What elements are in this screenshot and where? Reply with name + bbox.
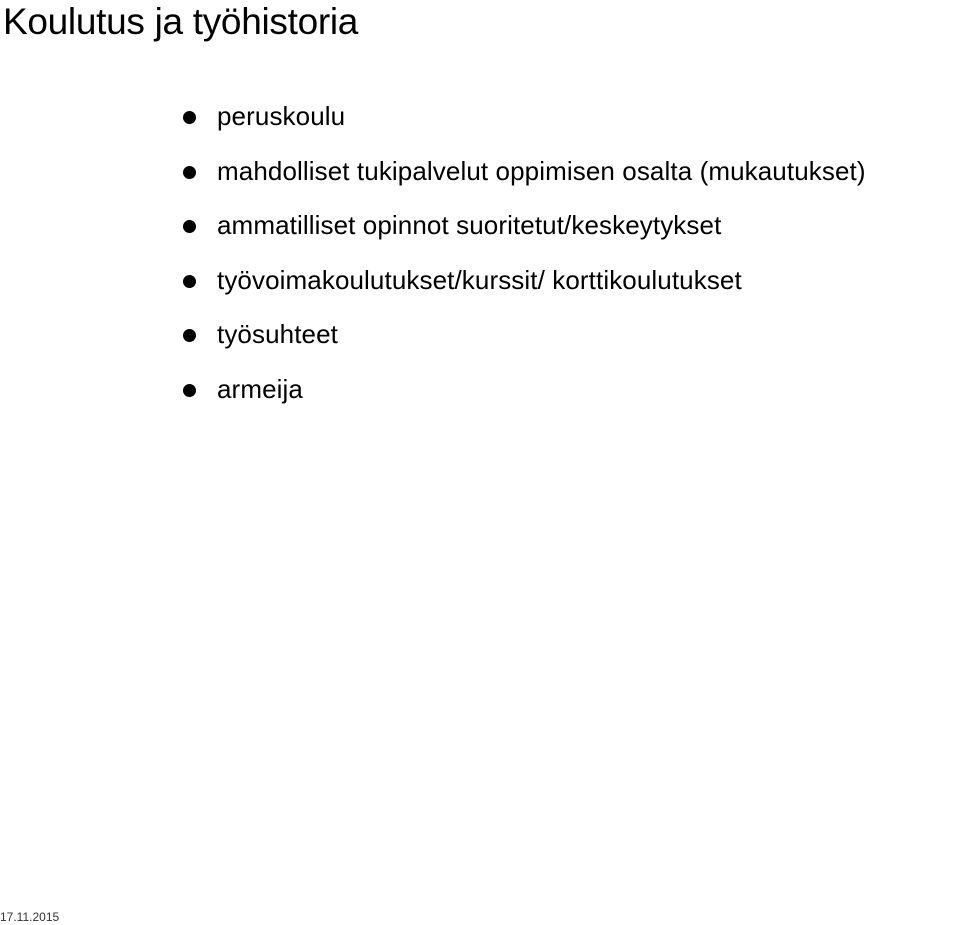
bullet-dot-icon <box>183 111 196 124</box>
list-item <box>183 207 866 262</box>
list-item <box>183 98 866 153</box>
bullet-dot-icon <box>183 329 196 342</box>
footer-date: 17.11.2015 <box>0 910 60 924</box>
list-item <box>183 262 866 317</box>
list-item-text: työsuhteet <box>217 319 338 349</box>
list-item-text: ammatilliset opinnot suoritetut/keskeytykset <box>217 210 722 240</box>
slide-title: Koulutus ja työhistoria <box>3 1 359 42</box>
list-item-text: työvoimakoulutukset/kurssit/ korttikoulutukset <box>217 264 742 295</box>
list-item-text: armeija <box>217 373 303 404</box>
bullet-list <box>183 98 866 425</box>
bullet-dot-icon <box>183 166 196 179</box>
list-item <box>183 316 866 371</box>
list-item-text: mahdolliset tukipalvelut oppimisen osalta (mukautukset) <box>217 155 866 186</box>
bullet-dot-icon <box>183 384 196 397</box>
list-item-text: peruskoulu <box>217 101 346 131</box>
bullet-dot-icon <box>183 275 196 288</box>
bullet-dot-icon <box>183 220 196 233</box>
list-item <box>183 371 866 426</box>
list-item <box>183 153 866 208</box>
